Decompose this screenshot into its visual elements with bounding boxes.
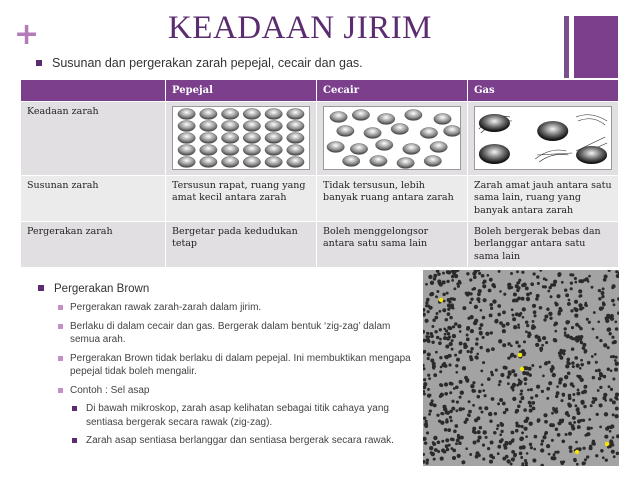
particle <box>221 109 238 120</box>
table-cell: Tidak tersusun, lebih banyak ruang antara zarah <box>317 176 468 222</box>
particle <box>287 145 304 156</box>
particle <box>352 110 369 121</box>
highlight-smoke-particle <box>605 442 609 446</box>
list-item <box>38 283 422 295</box>
liquid-particles-cell <box>317 102 468 176</box>
header-cecair: Cecair <box>317 80 468 102</box>
particle <box>200 109 217 120</box>
particle <box>327 142 344 153</box>
particle <box>243 145 260 156</box>
table-header-row <box>21 80 619 102</box>
particle <box>243 157 260 168</box>
square-bullet-icon <box>36 60 42 66</box>
particle <box>403 144 420 155</box>
particle <box>342 156 359 167</box>
table-cell: Tersusun rapat, ruang yang amat kecil antara zarah <box>166 176 317 222</box>
highlight-smoke-particle <box>439 298 443 302</box>
particle <box>424 156 441 167</box>
particle <box>178 121 195 132</box>
table-cell: Boleh bergerak bebas dan berlanggar antara satu sama lain <box>468 222 619 268</box>
square-bullet-icon <box>38 285 44 291</box>
list-item <box>72 402 422 429</box>
particle <box>405 110 422 121</box>
row-label: Pergerakan zarah <box>21 222 166 268</box>
particle <box>375 140 392 151</box>
particle <box>377 114 394 125</box>
table-row <box>21 176 619 222</box>
particle <box>200 157 217 168</box>
square-bullet-icon <box>58 305 63 310</box>
particle <box>265 133 282 144</box>
row-label: Susunan zarah <box>21 176 166 222</box>
header-pepejal: Pepejal <box>166 80 317 102</box>
list-item <box>58 352 422 379</box>
point-text: Pergerakan rawak zarah-zarah dalam jirim. <box>70 302 262 313</box>
brown-heading: Pergerakan Brown <box>54 283 150 295</box>
particle <box>178 133 195 144</box>
particle <box>221 145 238 156</box>
particle <box>434 114 451 125</box>
particle <box>420 128 437 139</box>
square-bullet-icon <box>72 406 77 411</box>
smoke-cell-microscope-image <box>423 270 619 466</box>
particle <box>243 133 260 144</box>
particle <box>265 145 282 156</box>
particle <box>200 133 217 144</box>
row-label: Keadaan zarah <box>21 102 166 176</box>
particle <box>287 133 304 144</box>
solid-particles-cell <box>166 102 317 176</box>
square-bullet-icon <box>58 324 63 329</box>
table-row <box>21 222 619 268</box>
gas-particles-diagram <box>474 106 612 170</box>
highlight-smoke-particle <box>575 450 579 454</box>
particle <box>243 121 260 132</box>
particle <box>364 128 381 139</box>
list-item <box>58 320 422 347</box>
particle <box>430 142 447 153</box>
slide-title: KEADAAN JIRIM <box>167 10 433 46</box>
header-empty <box>21 80 166 102</box>
particle <box>243 109 260 120</box>
states-of-matter-table <box>20 79 619 268</box>
particle <box>391 124 408 135</box>
square-bullet-icon <box>58 356 63 361</box>
particle <box>178 145 195 156</box>
particle <box>443 126 460 137</box>
particle <box>287 109 304 120</box>
intro-text: Susunan dan pergerakan zarah pepejal, cecair dan gas. <box>52 56 363 70</box>
particle <box>200 145 217 156</box>
particle <box>178 157 195 168</box>
point-text: Pergerakan Brown tidak berlaku di dalam pepejal. Ini membuktikan mengapa pepejal tidak boleh mengalir. <box>70 352 411 377</box>
intro-bullet <box>36 56 363 70</box>
particle <box>287 121 304 132</box>
particle <box>221 121 238 132</box>
highlight-smoke-particle <box>518 353 522 357</box>
particle <box>178 109 195 120</box>
list-item <box>58 384 422 398</box>
accent-bar-thick <box>574 16 618 78</box>
point-text: Berlaku di dalam cecair dan gas. Bergerak dalam bentuk ‘zig-zag’ dalam semua arah. <box>70 320 391 345</box>
table-cell: Bergetar pada kedudukan tetap <box>166 222 317 268</box>
table-cell: Boleh menggelongsor antara satu sama lain <box>317 222 468 268</box>
particle <box>221 133 238 144</box>
plus-icon: + <box>14 17 40 52</box>
liquid-particles-diagram <box>323 106 461 170</box>
particle <box>370 156 387 167</box>
point-text: Contoh : Sel asap <box>70 384 150 396</box>
particle <box>397 158 414 169</box>
particle <box>200 121 217 132</box>
particle <box>287 157 304 168</box>
brownian-motion-section <box>38 283 422 453</box>
highlight-smoke-particle <box>520 367 524 371</box>
subpoint-text: Zarah asap sentiasa berlanggar dan sentiasa bergerak secara rawak. <box>86 435 394 446</box>
particle <box>265 157 282 168</box>
header-gas: Gas <box>468 80 619 102</box>
particle <box>265 121 282 132</box>
particle <box>221 157 238 168</box>
particle <box>337 126 354 137</box>
solid-particles-diagram <box>172 106 310 170</box>
particle <box>265 109 282 120</box>
accent-bar-thin <box>564 16 569 78</box>
table-cell: Zarah amat jauh antara satu sama lain, ruang yang banyak antara zarah <box>468 176 619 222</box>
square-bullet-icon <box>58 388 63 393</box>
subpoint-text: Di bawah mikroskop, zarah asap kelihatan sebagai titik cahaya yang sentiasa bergerak secara rawak (zig-zag). <box>86 403 389 428</box>
square-bullet-icon <box>72 438 77 443</box>
list-item <box>58 301 422 315</box>
table-row <box>21 102 619 176</box>
particle <box>350 144 367 155</box>
gas-particles-cell <box>468 102 619 176</box>
particle <box>330 112 347 123</box>
list-item <box>72 434 422 448</box>
